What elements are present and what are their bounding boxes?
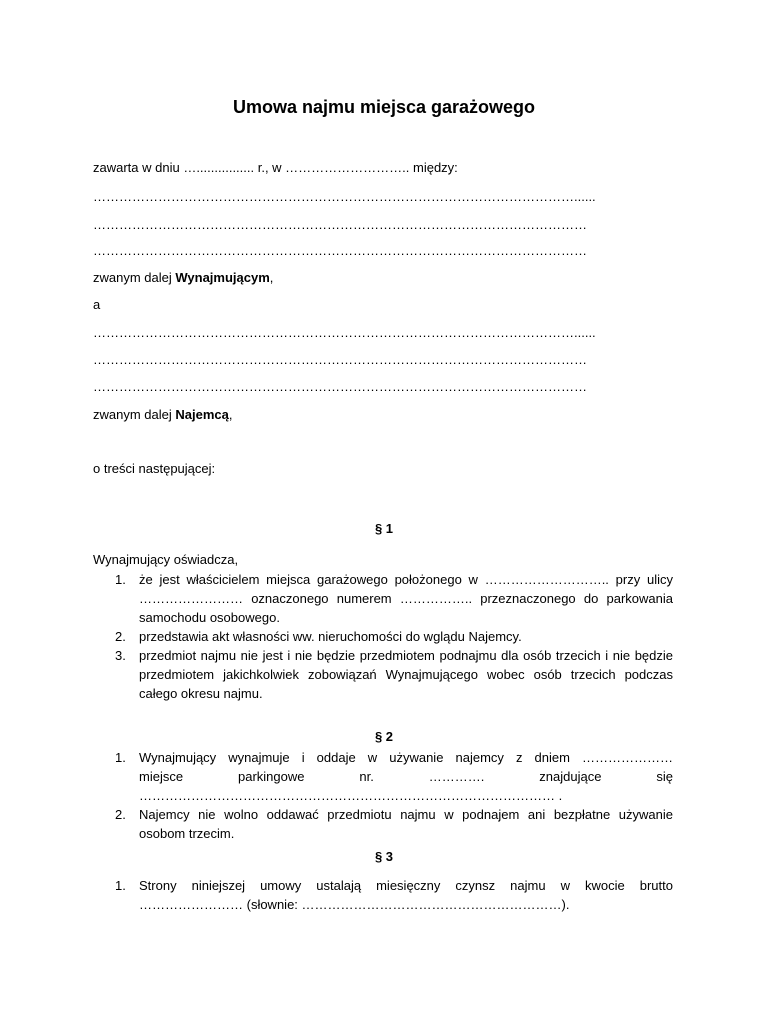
section-heading: § 2 [374, 729, 394, 744]
dotted-line: …………………………………………………………………………………………………...... [93, 189, 596, 204]
tenant-prefix: zwanym dalej [93, 407, 176, 422]
dotted-line: …………………………………………………………………………………………………… [93, 243, 587, 258]
dotted-line: …………………………………………………………………………………………………… [93, 217, 587, 232]
item-number: 3. [115, 648, 126, 663]
tenant-suffix: , [228, 407, 233, 422]
item-number: 2. [115, 807, 126, 822]
landlord-suffix: , [269, 270, 274, 285]
item-text: Wynajmujący wynajmuje i oddaje w używanie najemcy z dniem ………………… [139, 750, 673, 765]
section-heading: § 1 [374, 521, 394, 536]
item-text: miejsce parkingowe nr. …………. znajdujące się [139, 769, 673, 784]
list-item [93, 646, 673, 703]
section-2-list [93, 748, 673, 843]
section-lead: Wynajmujący oświadcza, [93, 552, 239, 567]
document-title: Umowa najmu miejsca garażowego [232, 97, 536, 117]
tenant-line [93, 407, 232, 422]
item-number: 2. [115, 629, 126, 644]
landlord-prefix: zwanym dalej [93, 270, 176, 285]
item-number: 1. [115, 572, 126, 587]
landlord-line [93, 270, 273, 285]
item-text: Strony niniejszej umowy ustalają miesięczny czynsz najmu w kwocie brutto …………………… (słownie: ……………………………………………………). [139, 878, 673, 912]
dotted-line: …………………………………………………………………………………………………… [93, 352, 587, 367]
section-heading: § 3 [374, 849, 394, 864]
section-1-list [93, 570, 673, 703]
item-number: 1. [115, 878, 126, 893]
item-text: …………………………………………………………………………………… . [139, 788, 563, 803]
item-number: 1. [115, 750, 126, 765]
item-text: że jest właścicielem miejsca garażowego położonego w ……………………….. przy ulicy …………………… oznaczonego numerem …………….. przeznaczonego do parkowania samochodu osobowego. [139, 572, 673, 625]
section-3-list [93, 876, 673, 914]
dotted-line: …………………………………………………………………………………………………...... [93, 325, 596, 340]
landlord-name: Wynajmującym [175, 270, 270, 285]
content-intro: o treści następującej: [93, 461, 216, 476]
dotted-line: …………………………………………………………………………………………………… [93, 379, 587, 394]
item-text: przedstawia akt własności ww. nieruchomości do wglądu Najemcy. [139, 629, 522, 644]
list-item [93, 876, 673, 914]
intro-line: zawarta w dniu …................ r., w ……………………….. między: [93, 160, 458, 175]
list-item [93, 570, 673, 627]
tenant-name: Najemcą [175, 407, 229, 422]
list-item [93, 805, 673, 843]
and-word: a [93, 297, 101, 312]
list-item [93, 748, 673, 805]
list-item [93, 627, 673, 646]
item-text: Najemcy nie wolno oddawać przedmiotu najmu w podnajem ani bezpłatne używanie osobom trzecim. [139, 807, 673, 841]
item-text: przedmiot najmu nie jest i nie będzie przedmiotem podnajmu dla osób trzecich i nie będzie przedmiotem jakichkolwiek zobowiązań Wynajmującego wobec osób trzecich podczas całego okresu najmu. [139, 648, 673, 701]
